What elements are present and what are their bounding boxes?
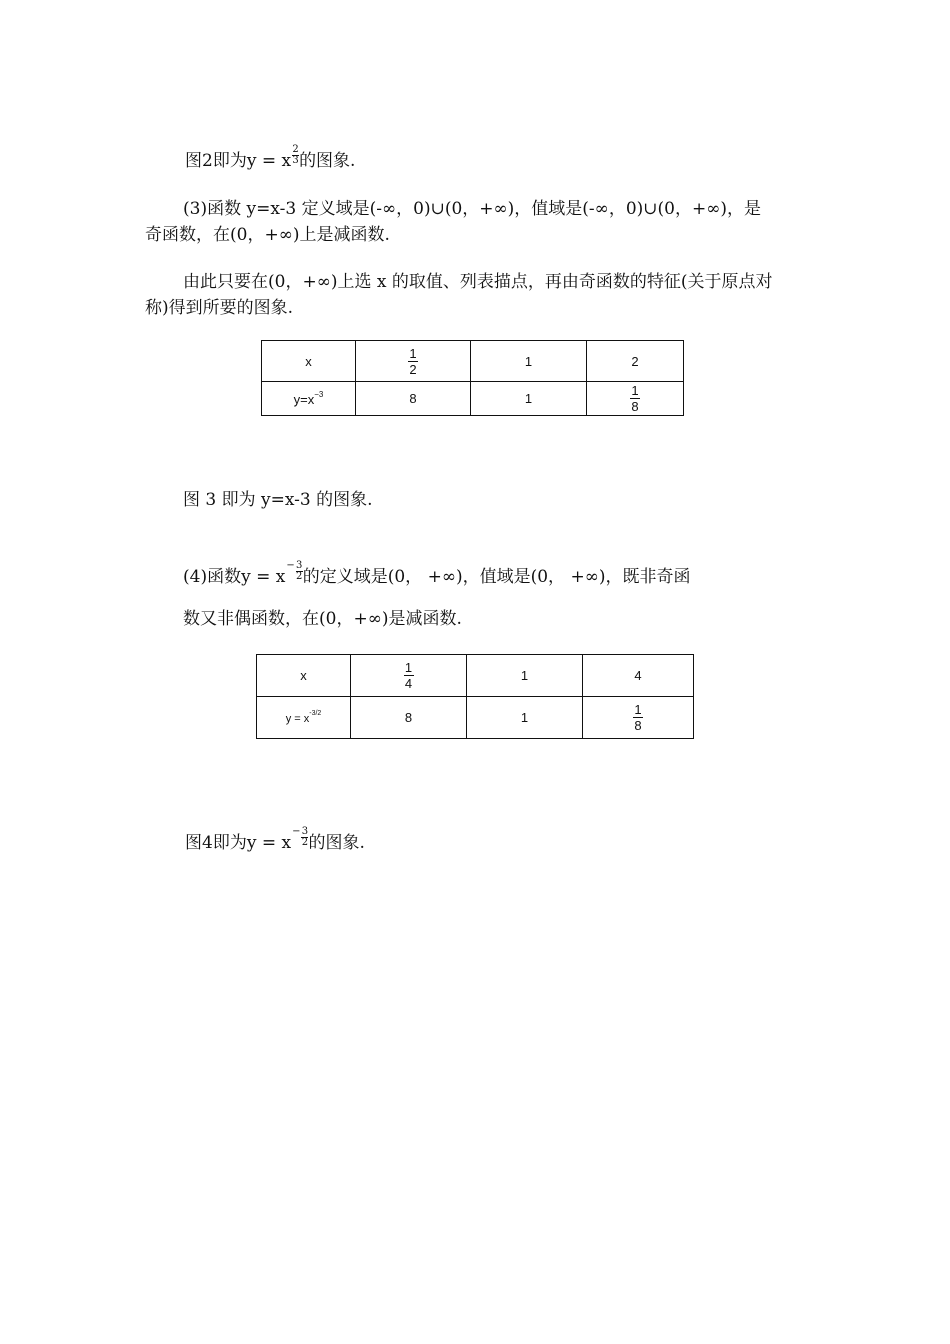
para4-prefix: (4)函数y = x: [183, 567, 286, 587]
table-row: [257, 655, 694, 697]
fraction: [408, 346, 418, 377]
row-label: y = x: [285, 713, 310, 725]
table-cell: x: [257, 655, 351, 697]
fraction: [633, 702, 643, 733]
desc-line2: 称)得到所要的图象.: [145, 298, 294, 318]
para3-line1: (3)函数 y=x-3 定义域是(-∞，0)∪(0，+∞)，值域是(-∞，0)∪(0，+∞)，是: [183, 199, 762, 219]
table-cell: x: [262, 341, 356, 382]
numerator: 1: [631, 383, 639, 398]
table-cell: [356, 341, 471, 382]
numerator: 1: [634, 702, 642, 717]
table-cell: 1: [467, 697, 583, 739]
row-label-exponent: -3/2: [309, 710, 322, 717]
denominator: 4: [404, 676, 413, 691]
exponent-denominator: 3: [292, 155, 299, 166]
denominator: 8: [634, 718, 642, 733]
caption-text: 图2即为y = x: [185, 151, 292, 171]
value-table-1: [261, 340, 684, 416]
caption-suffix: 的图象.: [299, 151, 356, 171]
numerator: 1: [404, 660, 413, 675]
table-cell: 1: [467, 655, 583, 697]
table-cell: 8: [356, 382, 471, 416]
table-cell: 2: [587, 341, 684, 382]
table-cell: 4: [583, 655, 694, 697]
denominator: 8: [631, 399, 639, 414]
table-row: [262, 341, 684, 382]
exponent-denominator: 2: [296, 571, 303, 582]
exponent-numerator: 3: [301, 826, 309, 837]
exponent-numerator: 2: [292, 144, 299, 155]
table-cell: 1: [471, 341, 587, 382]
figure2-caption: [185, 145, 355, 172]
value-table-2: [256, 654, 694, 739]
table-cell: [257, 697, 351, 739]
table-cell: [583, 697, 694, 739]
caption-text: 图4即为y = x: [185, 833, 292, 853]
table-row: [262, 382, 684, 416]
figure3-caption: 图 3 即为 y=x-3 的图象.: [183, 490, 373, 510]
table-cell: [351, 655, 467, 697]
para4-suffix: 的定义域是(0， +∞)，值域是(0， +∞)，既非奇函: [302, 567, 691, 587]
desc-line1: 由此只要在(0，+∞)上选 x 的取值、列表描点，再由奇函数的特征(关于原点对: [183, 272, 773, 292]
exponent-sign: −: [286, 560, 295, 571]
fraction: [404, 660, 414, 691]
exponent-denominator: 2: [301, 837, 309, 848]
row-label-exponent: −3: [314, 390, 324, 399]
table-row: [257, 697, 694, 739]
caption-suffix: 的图象.: [308, 833, 365, 853]
table-cell: [587, 382, 684, 416]
denominator: 2: [409, 361, 417, 377]
para4-line2: 数又非偶函数，在(0，+∞)是减函数.: [183, 609, 462, 629]
fraction: [630, 383, 640, 414]
para3-line2: 奇函数，在(0，+∞)上是减函数.: [145, 225, 390, 245]
exponent-numerator: 3: [296, 560, 303, 571]
table-cell: 1: [471, 382, 587, 416]
exponent-fraction: [296, 561, 303, 582]
exponent-fraction: [292, 145, 299, 166]
row-label: y=x: [293, 392, 315, 407]
numerator: 1: [409, 345, 417, 361]
table-cell: [262, 382, 356, 416]
figure4-caption: [185, 821, 365, 854]
table-cell: 8: [351, 697, 467, 739]
exponent-sign: −: [292, 826, 301, 837]
para4-line1: [183, 555, 691, 588]
